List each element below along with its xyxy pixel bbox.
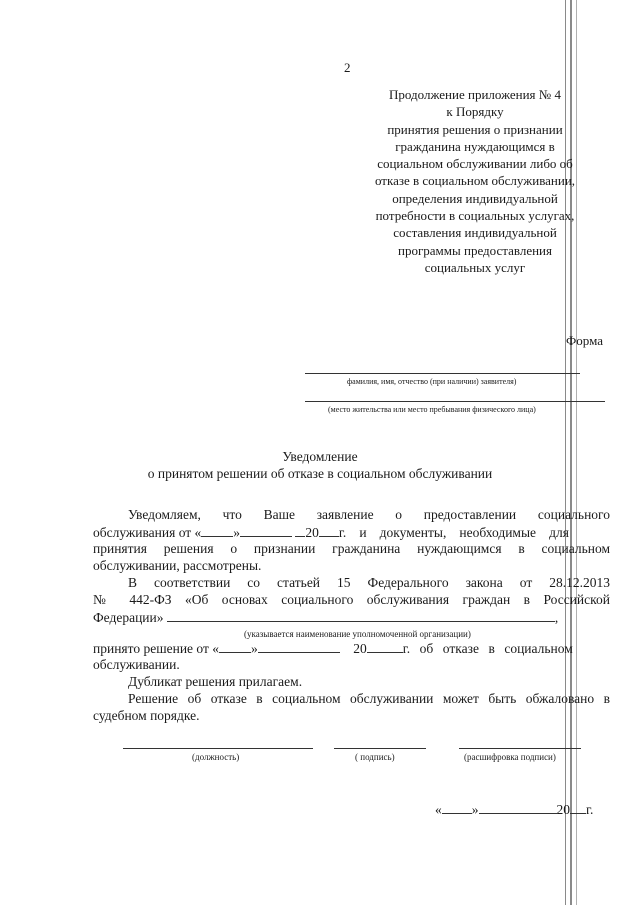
- month-blank: [240, 524, 292, 537]
- body-paragraph-line: № 442-ФЗ «Об основах социального обслуживания граждан в Российской: [93, 592, 610, 607]
- appendix-line: составления индивидуальной: [393, 225, 557, 241]
- year-blank: [319, 524, 339, 537]
- organization-blank: [167, 609, 555, 622]
- appendix-line: Продолжение приложения № 4: [389, 87, 561, 102]
- body-paragraph-line: В соответствии со статьей 15 Федерального закона от 28.12.2013: [128, 575, 610, 590]
- body-paragraph-line: судебном порядке.: [93, 708, 200, 723]
- applicant-address-caption: (место жительства или место пребывания физического лица): [328, 405, 536, 414]
- form-label: Форма: [566, 333, 603, 348]
- text-fragment: 20: [305, 525, 319, 540]
- body-paragraph-line: Решение об отказе в социальном обслуживании может быть обжаловано в: [128, 691, 610, 706]
- body-paragraph-line: [93, 640, 573, 657]
- body-paragraph-line: обслуживании, рассмотрены.: [93, 558, 262, 573]
- appendix-line: к Порядку: [446, 104, 504, 120]
- body-paragraph-line: [93, 609, 558, 626]
- appendix-line: социальных услуг: [424, 259, 526, 275]
- page-number: 2: [344, 60, 351, 75]
- appendix-line: принятия решения о признании: [387, 121, 563, 137]
- text-fragment: г.: [586, 802, 594, 817]
- position-line: [123, 748, 313, 749]
- appendix-line: социальном обслуживании либо об: [377, 156, 573, 172]
- text-fragment: обслуживания от «: [93, 525, 202, 540]
- body-paragraph-line: обслуживании.: [93, 657, 180, 672]
- month-blank: [258, 640, 340, 653]
- day-blank: [219, 640, 251, 653]
- day-blank: [201, 524, 233, 537]
- text-fragment: принято решение от «: [93, 641, 220, 656]
- appendix-line: потребности в социальных услугах,: [375, 208, 575, 224]
- organization-caption: (указывается наименование уполномоченной организации): [244, 629, 471, 639]
- date-line: [435, 801, 593, 818]
- year-blank: [367, 640, 403, 653]
- appendix-reference: [345, 86, 605, 276]
- text-fragment: »: [251, 641, 258, 656]
- applicant-name-line: [305, 373, 580, 374]
- decoding-caption: (расшифровка подписи): [464, 752, 556, 762]
- signature-line: [334, 748, 426, 749]
- year-prefix-blank: [295, 524, 305, 537]
- signature-caption: ( подпись): [355, 752, 395, 762]
- text-fragment: 20: [353, 641, 367, 656]
- body-paragraph-line: Уведомляем, что Ваше заявление о предоставлении социального: [128, 507, 610, 522]
- body-paragraph-line: Дубликат решения прилагаем.: [128, 674, 303, 689]
- applicant-name-caption: фамилия, имя, отчество (при наличии) заявителя): [347, 377, 517, 386]
- appendix-line: определения индивидуальной: [392, 190, 558, 206]
- text-fragment: г. об отказе в социальном: [402, 641, 573, 656]
- text-fragment: «: [435, 802, 442, 817]
- text-fragment: »: [471, 802, 479, 817]
- text-fragment: Федерации»: [93, 610, 164, 625]
- appendix-line: гражданина нуждающимся в: [395, 138, 555, 154]
- decoding-line: [459, 748, 581, 749]
- position-caption: (должность): [192, 752, 240, 762]
- body-paragraph-line: [93, 524, 569, 541]
- appendix-line: отказе в социальном обслуживании,: [374, 173, 576, 189]
- appendix-line: программы предоставления: [398, 242, 552, 258]
- text-fragment: г. и документы, необходимые для: [338, 525, 569, 540]
- notice-title: Уведомление: [282, 449, 358, 464]
- body-paragraph-line: принятия решения о признании гражданина нуждающимся в социальном: [93, 541, 610, 556]
- text-fragment: ,: [554, 610, 559, 625]
- applicant-address-line: [305, 401, 605, 402]
- notice-subtitle: о принятом решении об отказе в социальном обслуживании: [147, 466, 493, 481]
- date-month-blank: [479, 801, 557, 814]
- date-day-blank: [442, 801, 472, 814]
- text-fragment: 20: [556, 802, 570, 817]
- text-fragment: »: [233, 525, 241, 540]
- date-year-blank: [570, 801, 586, 814]
